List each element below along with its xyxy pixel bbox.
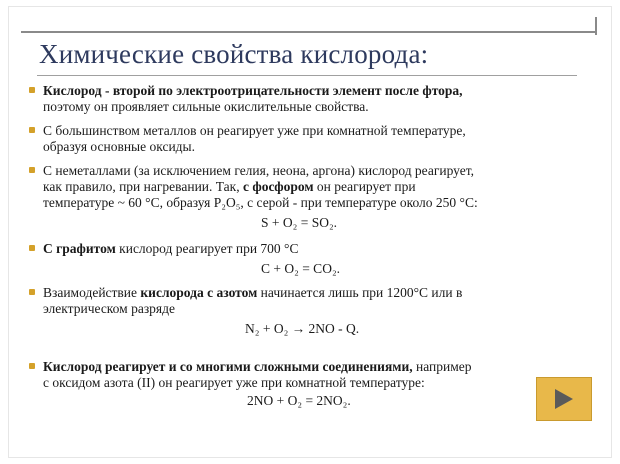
- list-item-5: [43, 285, 462, 317]
- item-5-line1a: Взаимодействие: [43, 285, 138, 300]
- equation-no2: 2NO + O₂ = 2NO₂.: [247, 393, 351, 408]
- decor-line: [21, 31, 595, 33]
- title-divider: [37, 75, 577, 76]
- item-5-line2: электрическом разряде: [43, 301, 175, 316]
- item-1-bold: Кислород - второй по электроотрицательности элемент после фтора,: [43, 83, 463, 98]
- slide: [8, 6, 612, 458]
- item-4-bold: С графитом: [43, 241, 116, 256]
- play-next-icon: [553, 387, 575, 411]
- bullet-icon: [29, 363, 35, 369]
- item-2-line1: С большинством металлов он реагирует уже при комнатной температуре,: [43, 123, 466, 138]
- next-slide-button[interactable]: [536, 377, 592, 421]
- equation-sulfur: S + O₂ = SO₂.: [261, 215, 338, 230]
- item-3-line2: как правило, при нагревании. Так,: [43, 179, 240, 194]
- item-6-bold: Кислород реагирует и со многими сложными соединениями,: [43, 359, 413, 374]
- item-5-bold: кислорода с азотом: [140, 285, 258, 300]
- item-3-line2b: он реагирует при: [316, 179, 416, 194]
- list-item-6: [43, 359, 472, 391]
- item-3-line3: температуре ~ 60 °С, образуя P₂O₅, с серой - при температуре около 250 °С:: [43, 195, 478, 210]
- item-1-text: поэтому он проявляет сильные окислительные свойства.: [43, 99, 369, 114]
- bullet-icon: [29, 245, 35, 251]
- item-3-bold: с фосфором: [242, 179, 314, 194]
- slide-title: Химические свойства кислорода:: [39, 39, 429, 69]
- equation-carbon: C + O₂ = CO₂.: [261, 261, 341, 276]
- list-item-1: [43, 83, 463, 115]
- list-item-2: [43, 123, 466, 155]
- list-item-3: [43, 163, 478, 211]
- bullet-icon: [29, 167, 35, 173]
- item-2-line2: образуя основные оксиды.: [43, 139, 196, 154]
- item-6-line1b: например: [415, 359, 472, 374]
- item-3-line1: С неметаллами (за исключением гелия, неона, аргона) кислород реагирует,: [43, 163, 474, 178]
- bullet-icon: [29, 289, 35, 295]
- item-4-text: кислород реагирует при 700 °С: [119, 241, 299, 256]
- bullet-icon: [29, 87, 35, 93]
- item-6-line2: с оксидом азота (II) он реагирует уже при комнатной температуре:: [43, 375, 425, 390]
- bullet-icon: [29, 127, 35, 133]
- equation-nitrogen: N₂ + O₂ → 2NO - Q.: [245, 321, 360, 336]
- list-item-4: [43, 241, 298, 257]
- item-5-line1b: начинается лишь при 1200°С или в: [260, 285, 463, 300]
- decor-line-vertical: [595, 17, 597, 35]
